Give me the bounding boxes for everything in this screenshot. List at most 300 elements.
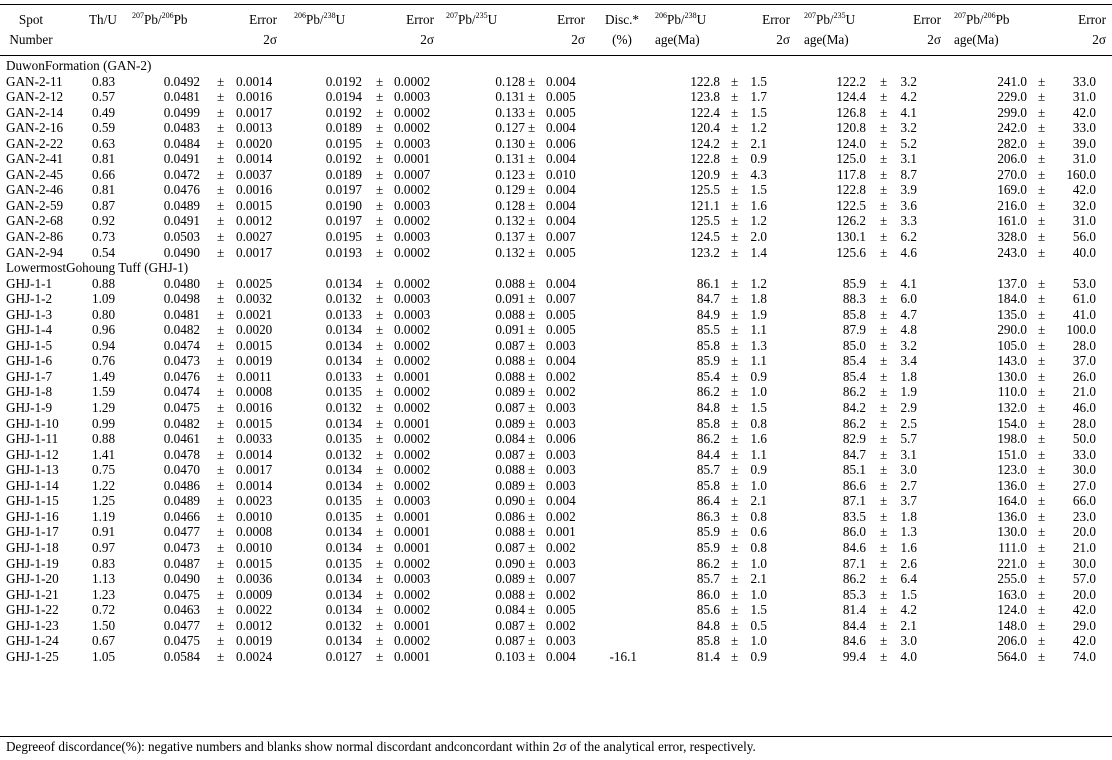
- age-207-206-cell: 124.0: [997, 602, 1027, 618]
- plus-minus: ±: [217, 431, 225, 447]
- th-u-cell: 0.88: [92, 275, 116, 291]
- table-row: [0, 416, 1112, 432]
- plus-minus: ±: [731, 555, 739, 571]
- age-207-235-error-cell: 3.2: [900, 120, 917, 136]
- plus-minus: ±: [376, 555, 384, 571]
- discordance-cell: -16.1: [609, 648, 637, 664]
- pb206-u238-error-cell: 0.0002: [394, 384, 431, 400]
- table-footnote: Degreeof discordance(%): negative numbers and blanks show normal discordant andconcordant within 2σ of the analytical error, respectively.: [6, 739, 756, 754]
- age-207-206-error-cell: 33.0: [1072, 73, 1096, 89]
- age-207-206-error-cell: 31.0: [1072, 213, 1096, 229]
- age-206-238-cell: 85.8: [696, 477, 720, 493]
- pb207-pb206-error-cell: 0.0019: [236, 353, 273, 369]
- plus-minus: ±: [376, 539, 384, 555]
- plus-minus: ±: [217, 229, 225, 245]
- th-u-cell: 1.59: [92, 384, 116, 400]
- pb206-u238-error-cell: 0.0003: [394, 197, 431, 213]
- plus-minus: ±: [880, 400, 888, 416]
- age-207-206-error-cell: 20.0: [1072, 524, 1096, 540]
- age-206-238-error-cell: 1.0: [750, 633, 767, 649]
- age-207-235-error-cell: 1.6: [900, 539, 917, 555]
- pb206-u238-cell: 0.0134: [325, 322, 362, 338]
- age-207-235-cell: 122.2: [836, 73, 866, 89]
- age-207-235-cell: 85.8: [842, 306, 866, 322]
- plus-minus: ±: [731, 571, 739, 587]
- plus-minus: ±: [376, 291, 384, 307]
- age-206-238-error-cell: 1.8: [750, 291, 767, 307]
- age-207-235-error-cell: 3.9: [900, 182, 917, 198]
- pb207-u235-cell: 0.088: [495, 306, 525, 322]
- pb207-u235-error-cell: 0.002: [546, 508, 576, 524]
- pb207-pb206-cell: 0.0486: [163, 477, 200, 493]
- spot-number-cell: GAN-2-22: [6, 135, 64, 151]
- age-207-206-cell: 221.0: [997, 555, 1027, 571]
- age-206-238-error-cell: 1.2: [750, 120, 767, 136]
- pb207-u235-error-cell: 0.003: [546, 415, 576, 431]
- table-row: [0, 276, 1112, 292]
- pb207-u235-error-cell: 0.004: [546, 275, 576, 291]
- plus-minus: ±: [1038, 524, 1046, 540]
- plus-minus: ±: [217, 151, 225, 167]
- table-row: [0, 136, 1112, 152]
- plus-minus: ±: [731, 400, 739, 416]
- age-206-238-error-cell: 1.0: [750, 555, 767, 571]
- plus-minus: ±: [376, 524, 384, 540]
- plus-minus: ±: [1038, 586, 1046, 602]
- pb206-u238-cell: 0.0134: [325, 275, 362, 291]
- age-207-206-cell: 151.0: [997, 446, 1027, 462]
- pb207-pb206-error-cell: 0.0024: [236, 648, 273, 664]
- pb206-u238-cell: 0.0134: [325, 524, 362, 540]
- age-207-206-cell: 282.0: [997, 135, 1027, 151]
- plus-minus: ±: [1038, 648, 1046, 664]
- age-207-235-cell: 82.9: [842, 431, 866, 447]
- age-207-206-error-cell: 21.0: [1072, 384, 1096, 400]
- age-206-238-cell: 122.8: [690, 73, 720, 89]
- plus-minus: ±: [731, 508, 739, 524]
- pb206-u238-cell: 0.0135: [325, 555, 362, 571]
- pb206-u238-cell: 0.0192: [325, 73, 362, 89]
- plus-minus: ±: [528, 229, 536, 245]
- age-206-238-error-cell: 0.8: [750, 539, 767, 555]
- plus-minus: ±: [731, 353, 739, 369]
- th-u-cell: 0.66: [92, 166, 116, 182]
- age-207-206-error-cell: 39.0: [1072, 135, 1096, 151]
- age-207-235-error-cell: 4.0: [900, 648, 917, 664]
- th-u-cell: 1.23: [92, 586, 116, 602]
- age-207-206-cell: 299.0: [997, 104, 1027, 120]
- age-206-238-cell: 124.5: [690, 229, 720, 245]
- plus-minus: ±: [528, 89, 536, 105]
- plus-minus: ±: [1038, 213, 1046, 229]
- age-207-206-cell: 229.0: [997, 89, 1027, 105]
- table-row: [0, 307, 1112, 323]
- header-rule: [0, 55, 1112, 56]
- age-206-238-error-cell: 1.1: [750, 353, 767, 369]
- pb206-u238-error-cell: 0.0002: [394, 462, 431, 478]
- pb206-u238-cell: 0.0190: [325, 197, 362, 213]
- plus-minus: ±: [376, 244, 384, 260]
- pb206-u238-error-cell: 0.0001: [394, 539, 431, 555]
- plus-minus: ±: [731, 322, 739, 338]
- plus-minus: ±: [880, 648, 888, 664]
- age-206-238-error-cell: 0.9: [750, 462, 767, 478]
- age-206-238-error-cell: 1.6: [750, 431, 767, 447]
- pb207-pb206-cell: 0.0499: [163, 104, 200, 120]
- age-207-206-error-cell: 100.0: [1066, 322, 1096, 338]
- plus-minus: ±: [217, 368, 225, 384]
- age-206-238-cell: 86.4: [696, 493, 720, 509]
- table-row: [0, 649, 1112, 665]
- plus-minus: ±: [880, 477, 888, 493]
- pb206-u238-cell: 0.0134: [325, 571, 362, 587]
- spot-number-cell: GHJ-1-18: [6, 539, 59, 555]
- pb207-pb206-cell: 0.0476: [163, 182, 200, 198]
- plus-minus: ±: [528, 415, 536, 431]
- age-207-206-error-cell: 23.0: [1072, 508, 1096, 524]
- age-206-238-cell: 84.9: [696, 306, 720, 322]
- pb207-pb206-error-cell: 0.0037: [236, 166, 273, 182]
- age-207-235-error-cell: 8.7: [900, 166, 917, 182]
- pb206-u238-error-cell: 0.0003: [394, 571, 431, 587]
- plus-minus: ±: [217, 213, 225, 229]
- plus-minus: ±: [376, 431, 384, 447]
- plus-minus: ±: [880, 368, 888, 384]
- spot-number-cell: GHJ-1-5: [6, 337, 53, 353]
- plus-minus: ±: [880, 306, 888, 322]
- plus-minus: ±: [217, 337, 225, 353]
- pb207-pb206-error-cell: 0.0021: [236, 306, 273, 322]
- pb206-u238-error-cell: 0.0002: [394, 633, 431, 649]
- pb206-u238-error-cell: 0.0003: [394, 291, 431, 307]
- pb206-u238-error-cell: 0.0002: [394, 73, 431, 89]
- plus-minus: ±: [217, 400, 225, 416]
- pb206-u238-cell: 0.0189: [325, 166, 362, 182]
- age-207-235-error-cell: 3.1: [900, 151, 917, 167]
- plus-minus: ±: [731, 213, 739, 229]
- plus-minus: ±: [376, 446, 384, 462]
- age-206-238-cell: 122.4: [690, 104, 720, 120]
- age-207-206-cell: 111.0: [998, 539, 1027, 555]
- table-row: [0, 400, 1112, 416]
- th-u-cell: 1.50: [92, 617, 116, 633]
- pb207-pb206-error-cell: 0.0013: [236, 120, 273, 136]
- header-thu: [89, 10, 117, 30]
- age-207-235-error-cell: 5.7: [900, 431, 917, 447]
- plus-minus: ±: [1038, 151, 1046, 167]
- pb207-pb206-cell: 0.0475: [163, 586, 200, 602]
- plus-minus: ±: [731, 493, 739, 509]
- age-206-238-error-cell: 1.3: [750, 337, 767, 353]
- age-207-235-error-cell: 1.8: [900, 508, 917, 524]
- pb207-pb206-error-cell: 0.0014: [236, 446, 273, 462]
- plus-minus: ±: [528, 182, 536, 198]
- pb207-u235-error-cell: 0.005: [546, 322, 576, 338]
- age-206-238-error-cell: 0.6: [750, 524, 767, 540]
- table-row: [0, 384, 1112, 400]
- age-207-206-error-cell: 40.0: [1072, 244, 1096, 260]
- plus-minus: ±: [880, 415, 888, 431]
- pb207-pb206-error-cell: 0.0015: [236, 197, 273, 213]
- plus-minus: ±: [217, 166, 225, 182]
- age-207-206-error-cell: 61.0: [1072, 291, 1096, 307]
- pb207-pb206-cell: 0.0475: [163, 400, 200, 416]
- pb207-u235-cell: 0.090: [495, 493, 525, 509]
- pb206-u238-error-cell: 0.0002: [394, 586, 431, 602]
- age-207-235-error-cell: 3.3: [900, 213, 917, 229]
- table-row: [0, 524, 1112, 540]
- spot-number-cell: GHJ-1-2: [6, 291, 53, 307]
- age-207-235-cell: 125.6: [836, 244, 866, 260]
- age-207-206-error-cell: 26.0: [1072, 368, 1096, 384]
- pb207-pb206-error-cell: 0.0015: [236, 415, 273, 431]
- pb206-u238-cell: 0.0134: [325, 633, 362, 649]
- plus-minus: ±: [1038, 446, 1046, 462]
- th-u-cell: 0.91: [92, 524, 116, 540]
- pb206-u238-error-cell: 0.0001: [394, 524, 431, 540]
- pb207-pb206-error-cell: 0.0008: [236, 384, 273, 400]
- plus-minus: ±: [217, 244, 225, 260]
- pb206-u238-error-cell: 0.0002: [394, 400, 431, 416]
- pb207-pb206-cell: 0.0466: [163, 508, 200, 524]
- plus-minus: ±: [376, 151, 384, 167]
- th-u-cell: 1.29: [92, 400, 116, 416]
- pb207-u235-cell: 0.103: [495, 648, 525, 664]
- header-error-1: Error 2σ: [249, 12, 277, 47]
- age-206-238-error-cell: 2.1: [750, 493, 767, 509]
- th-u-cell: 1.09: [92, 291, 116, 307]
- plus-minus: ±: [528, 322, 536, 338]
- plus-minus: ±: [376, 135, 384, 151]
- plus-minus: ±: [880, 384, 888, 400]
- age-206-238-cell: 125.5: [690, 213, 720, 229]
- spot-number-cell: GHJ-1-6: [6, 353, 53, 369]
- pb206-u238-cell: 0.0197: [325, 182, 362, 198]
- pb206-u238-cell: 0.0135: [325, 431, 362, 447]
- pb207-u235-error-cell: 0.003: [546, 400, 576, 416]
- plus-minus: ±: [880, 151, 888, 167]
- plus-minus: ±: [731, 73, 739, 89]
- pb206-u238-error-cell: 0.0002: [394, 213, 431, 229]
- age-207-206-error-cell: 33.0: [1072, 120, 1096, 136]
- plus-minus: ±: [376, 368, 384, 384]
- age-206-238-error-cell: 1.5: [750, 602, 767, 618]
- age-207-235-cell: 122.5: [836, 197, 866, 213]
- age-207-206-error-cell: 74.0: [1072, 648, 1096, 664]
- pb207-pb206-cell: 0.0489: [163, 493, 200, 509]
- plus-minus: ±: [880, 446, 888, 462]
- pb206-u238-error-cell: 0.0002: [394, 244, 431, 260]
- pb207-u235-cell: 0.089: [495, 477, 525, 493]
- age-206-238-error-cell: 1.6: [750, 197, 767, 213]
- th-u-cell: 0.49: [92, 104, 116, 120]
- age-207-235-cell: 86.6: [842, 477, 866, 493]
- age-206-238-cell: 85.8: [696, 415, 720, 431]
- plus-minus: ±: [1038, 353, 1046, 369]
- table-row: [0, 322, 1112, 338]
- pb207-pb206-cell: 0.0473: [163, 353, 200, 369]
- pb206-u238-error-cell: 0.0007: [394, 166, 431, 182]
- pb207-u235-error-cell: 0.005: [546, 244, 576, 260]
- age-207-235-error-cell: 2.6: [900, 555, 917, 571]
- pb206-u238-error-cell: 0.0002: [394, 431, 431, 447]
- plus-minus: ±: [217, 182, 225, 198]
- th-u-cell: 0.99: [92, 415, 116, 431]
- age-207-235-cell: 86.2: [842, 384, 866, 400]
- plus-minus: ±: [376, 89, 384, 105]
- pb206-u238-error-cell: 0.0003: [394, 229, 431, 245]
- pb207-pb206-error-cell: 0.0012: [236, 213, 273, 229]
- pb207-u235-cell: 0.131: [495, 89, 525, 105]
- plus-minus: ±: [376, 166, 384, 182]
- age-206-238-cell: 85.9: [696, 524, 720, 540]
- pb207-pb206-cell: 0.0477: [163, 617, 200, 633]
- pb207-u235-cell: 0.086: [495, 508, 525, 524]
- plus-minus: ±: [528, 104, 536, 120]
- table-row: [0, 353, 1112, 369]
- plus-minus: ±: [217, 633, 225, 649]
- age-207-206-error-cell: 31.0: [1072, 151, 1096, 167]
- plus-minus: ±: [376, 384, 384, 400]
- age-206-238-cell: 85.7: [696, 571, 720, 587]
- pb206-u238-error-cell: 0.0002: [394, 104, 431, 120]
- age-206-238-error-cell: 1.1: [750, 446, 767, 462]
- age-207-206-cell: 143.0: [997, 353, 1027, 369]
- pb206-u238-cell: 0.0192: [325, 104, 362, 120]
- age-206-238-cell: 85.5: [696, 322, 720, 338]
- plus-minus: ±: [217, 135, 225, 151]
- th-u-cell: 1.19: [92, 508, 116, 524]
- age-207-206-cell: 130.0: [997, 368, 1027, 384]
- age-207-206-cell: 242.0: [997, 120, 1027, 136]
- pb207-u235-error-cell: 0.004: [546, 213, 576, 229]
- age-206-238-cell: 86.2: [696, 555, 720, 571]
- plus-minus: ±: [1038, 633, 1046, 649]
- pb207-pb206-cell: 0.0476: [163, 368, 200, 384]
- pb207-pb206-cell: 0.0489: [163, 197, 200, 213]
- table-row: [0, 618, 1112, 634]
- pb207-u235-cell: 0.088: [495, 462, 525, 478]
- plus-minus: ±: [217, 555, 225, 571]
- plus-minus: ±: [376, 275, 384, 291]
- pb207-pb206-cell: 0.0463: [163, 602, 200, 618]
- pb207-pb206-error-cell: 0.0015: [236, 337, 273, 353]
- pb207-u235-error-cell: 0.007: [546, 571, 576, 587]
- pb206-u238-error-cell: 0.0002: [394, 446, 431, 462]
- plus-minus: ±: [217, 539, 225, 555]
- plus-minus: ±: [376, 182, 384, 198]
- spot-number-cell: GHJ-1-13: [6, 462, 59, 478]
- age-207-235-error-cell: 3.0: [900, 462, 917, 478]
- plus-minus: ±: [1038, 89, 1046, 105]
- plus-minus: ±: [731, 291, 739, 307]
- pb207-u235-error-cell: 0.005: [546, 104, 576, 120]
- plus-minus: ±: [528, 571, 536, 587]
- table-row: [0, 120, 1112, 136]
- pb207-pb206-error-cell: 0.0023: [236, 493, 273, 509]
- pb207-u235-error-cell: 0.003: [546, 555, 576, 571]
- plus-minus: ±: [376, 508, 384, 524]
- pb207-pb206-cell: 0.0478: [163, 446, 200, 462]
- age-207-206-cell: 216.0: [997, 197, 1027, 213]
- pb207-pb206-cell: 0.0481: [163, 306, 200, 322]
- spot-number-cell: GHJ-1-7: [6, 368, 53, 384]
- header-age-206-238: $^{206}$Pb/$^{238}$U age(Ma): [655, 11, 707, 47]
- plus-minus: ±: [217, 524, 225, 540]
- spot-number-cell: GHJ-1-10: [6, 415, 59, 431]
- age-206-238-error-cell: 0.8: [750, 508, 767, 524]
- plus-minus: ±: [880, 213, 888, 229]
- plus-minus: ±: [217, 586, 225, 602]
- plus-minus: ±: [217, 493, 225, 509]
- pb206-u238-cell: 0.0194: [325, 89, 362, 105]
- age-207-206-cell: 241.0: [997, 73, 1027, 89]
- age-206-238-cell: 85.8: [696, 633, 720, 649]
- age-207-235-error-cell: 6.0: [900, 291, 917, 307]
- pb207-u235-error-cell: 0.007: [546, 291, 576, 307]
- plus-minus: ±: [1038, 104, 1046, 120]
- age-206-238-cell: 85.9: [696, 539, 720, 555]
- age-207-235-error-cell: 1.3: [900, 524, 917, 540]
- pb207-u235-cell: 0.123: [495, 166, 525, 182]
- th-u-cell: 1.05: [92, 648, 116, 664]
- plus-minus: ±: [217, 120, 225, 136]
- plus-minus: ±: [376, 602, 384, 618]
- plus-minus: ±: [880, 524, 888, 540]
- table-row: [0, 167, 1112, 183]
- plus-minus: ±: [731, 120, 739, 136]
- age-207-206-error-cell: 50.0: [1072, 431, 1096, 447]
- plus-minus: ±: [528, 73, 536, 89]
- pb207-u235-cell: 0.088: [495, 275, 525, 291]
- plus-minus: ±: [731, 166, 739, 182]
- age-207-235-error-cell: 2.7: [900, 477, 917, 493]
- pb207-u235-error-cell: 0.002: [546, 368, 576, 384]
- plus-minus: ±: [376, 104, 384, 120]
- th-u-cell: 0.67: [92, 633, 116, 649]
- plus-minus: ±: [1038, 602, 1046, 618]
- spot-number-cell: GAN-2-14: [6, 104, 64, 120]
- age-207-206-error-cell: 160.0: [1066, 166, 1096, 182]
- plus-minus: ±: [376, 229, 384, 245]
- table-row: [0, 229, 1112, 245]
- th-u-cell: 1.13: [92, 571, 116, 587]
- plus-minus: ±: [731, 633, 739, 649]
- pb207-u235-error-cell: 0.002: [546, 617, 576, 633]
- header-thu-label: Th/U: [89, 12, 117, 27]
- pb206-u238-cell: 0.0134: [325, 353, 362, 369]
- pb207-pb206-error-cell: 0.0010: [236, 539, 273, 555]
- plus-minus: ±: [217, 306, 225, 322]
- plus-minus: ±: [731, 337, 739, 353]
- pb207-pb206-cell: 0.0487: [163, 555, 200, 571]
- age-207-235-cell: 84.6: [842, 633, 866, 649]
- pb207-pb206-cell: 0.0490: [163, 571, 200, 587]
- plus-minus: ±: [528, 524, 536, 540]
- plus-minus: ±: [376, 400, 384, 416]
- plus-minus: ±: [217, 73, 225, 89]
- age-207-206-error-cell: 42.0: [1072, 104, 1096, 120]
- age-206-238-cell: 85.9: [696, 353, 720, 369]
- spot-number-cell: GHJ-1-11: [6, 431, 59, 447]
- pb206-u238-error-cell: 0.0003: [394, 89, 431, 105]
- age-207-206-cell: 184.0: [997, 291, 1027, 307]
- age-207-235-error-cell: 3.2: [900, 73, 917, 89]
- plus-minus: ±: [1038, 275, 1046, 291]
- age-207-235-error-cell: 2.1: [900, 617, 917, 633]
- age-207-206-error-cell: 57.0: [1072, 571, 1096, 587]
- plus-minus: ±: [731, 384, 739, 400]
